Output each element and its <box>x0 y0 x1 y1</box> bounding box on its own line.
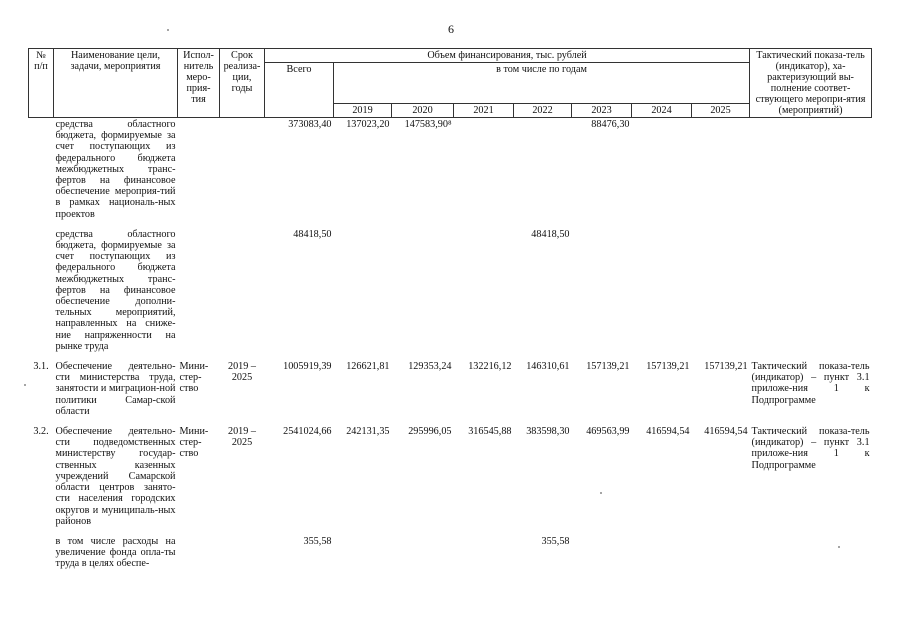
row-value-2021 <box>454 118 514 221</box>
row-value-2022: 355,58 <box>541 535 570 547</box>
row-value-2019: 126621,81 <box>346 361 390 373</box>
row-value-2023: 469563,99 <box>586 426 630 438</box>
row-value-2020 <box>392 221 454 353</box>
row-value-2021: 316545,88 <box>468 426 512 438</box>
row-value-2020: 147583,90⁸ <box>404 119 452 130</box>
row-executor <box>178 221 220 353</box>
row-value-2020: 295996,05 <box>408 426 452 438</box>
financing-table-container <box>28 48 871 571</box>
row-value-2021 <box>454 221 514 353</box>
row-executor: Мини-стер-ство <box>179 426 209 460</box>
scan-speck <box>600 492 602 494</box>
page-number: 6 <box>448 22 454 36</box>
row-value-2024 <box>632 528 692 571</box>
header-year: 2020 <box>392 104 454 118</box>
table-row <box>29 528 872 571</box>
row-value-2022: 48418,50 <box>531 228 570 240</box>
row-indicator <box>750 528 872 571</box>
table-row <box>29 418 872 528</box>
scan-speck <box>167 29 169 31</box>
row-value-2023 <box>572 221 632 353</box>
row-value-2023: 157139,21 <box>586 361 630 373</box>
row-total: 1005919,39 <box>283 361 332 373</box>
header-indicator: Тактический показа-тель (индикатор), ха-рактеризующий вы-полнение соответ-ствующего меропри-ятия (мероприятий) <box>750 49 872 118</box>
row-value-2025 <box>692 221 750 353</box>
row-total: 355,58 <box>303 535 332 547</box>
header-term: Срок реализа-ции, годы <box>220 49 265 118</box>
scan-speck <box>838 546 840 548</box>
header-year: 2024 <box>632 104 692 118</box>
row-value-2021: 132216,12 <box>468 361 512 373</box>
row-executor: Мини-стер-ство <box>179 361 209 395</box>
row-term <box>220 528 265 571</box>
row-value-2019: 242131,35 <box>346 426 390 438</box>
row-indicator <box>750 221 872 353</box>
row-num: 3.2. <box>33 426 49 438</box>
row-executor <box>178 118 220 221</box>
financing-table <box>28 48 872 571</box>
row-value-2022: 383598,30 <box>526 426 570 438</box>
row-term: 2019 – 2025 <box>227 426 256 449</box>
row-num <box>29 528 54 571</box>
header-num: № п/п <box>29 49 54 118</box>
row-value-2024 <box>632 118 692 221</box>
row-value-2022 <box>514 118 572 221</box>
row-name: средства областного бюджета, формируемые за счет поступающих из федерального бюджета межбюджетных транс-фертов на финансовое обеспечение дополни-тельных мероприятий, направленных на сниже-ние напряженности на рынке труда <box>55 228 176 352</box>
row-name: Обеспечение деятельно-сти подведомственных министерству государ-ственных казенных учреждений Самарской области центров занято-сти населения городских округов и муниципаль-ных районов <box>55 426 176 527</box>
row-total: 2541024,66 <box>283 426 332 438</box>
row-num: 3.1. <box>33 361 49 373</box>
header-executor: Испол-нитель меро-прия-тия <box>178 49 220 118</box>
row-value-2025: 157139,21 <box>704 361 748 373</box>
row-num <box>29 221 54 353</box>
row-executor <box>178 528 220 571</box>
header-year: 2025 <box>692 104 750 118</box>
scan-speck <box>24 384 26 386</box>
row-value-2023 <box>572 528 632 571</box>
row-indicator: Тактический показа-тель (индикатор) – пункт 3.1 приложе-ния 1 к Подпрограмме <box>751 361 870 406</box>
header-by-years: в том числе по годам <box>334 63 750 104</box>
row-value-2024 <box>632 221 692 353</box>
row-name: Обеспечение деятельно-сти министерства труда, занятости и миграцион-ной политики Самар-ской области <box>55 361 176 417</box>
row-total: 48418,50 <box>293 228 332 240</box>
row-term <box>220 118 265 221</box>
table-row <box>29 118 872 221</box>
row-total: 373083,40 <box>288 119 332 130</box>
header-name: Наименование цели, задачи, мероприятия <box>54 49 178 118</box>
row-name: в том числе расходы на увеличение фонда опла-ты труда в целях обеспе- <box>55 535 176 570</box>
row-value-2025 <box>692 528 750 571</box>
header-year: 2022 <box>514 104 572 118</box>
row-indicator <box>750 118 872 221</box>
row-value-2020 <box>392 528 454 571</box>
row-value-2024: 416594,54 <box>646 426 690 438</box>
row-value-2019 <box>334 221 392 353</box>
header-total: Всего <box>265 63 334 118</box>
row-indicator: Тактический показа-тель (индикатор) – пункт 3.1 приложе-ния 1 к Подпрограмме <box>751 426 870 471</box>
row-value-2022: 146310,61 <box>526 361 570 373</box>
row-value-2024: 157139,21 <box>646 361 690 373</box>
row-value-2023: 88476,30 <box>591 119 630 130</box>
row-term: 2019 – 2025 <box>227 361 256 384</box>
row-value-2025: 416594,54 <box>704 426 748 438</box>
row-term <box>220 221 265 353</box>
header-year: 2019 <box>334 104 392 118</box>
row-value-2020: 129353,24 <box>408 361 452 373</box>
header-volume: Объем финансирования, тыс. рублей <box>265 49 750 63</box>
row-num <box>29 118 54 221</box>
header-year: 2021 <box>454 104 514 118</box>
row-name: средства областного бюджета, формируемые за счет поступающих из федерального бюджета межбюджетных транс-фертов на финансовое обеспечение мероприя-тий в рамках националь-ных проектов <box>55 119 176 220</box>
row-value-2021 <box>454 528 514 571</box>
table-row <box>29 353 872 418</box>
row-value-2025 <box>692 118 750 221</box>
row-value-2019: 137023,20 <box>346 119 390 130</box>
table-row <box>29 221 872 353</box>
row-value-2019 <box>334 528 392 571</box>
header-year: 2023 <box>572 104 632 118</box>
